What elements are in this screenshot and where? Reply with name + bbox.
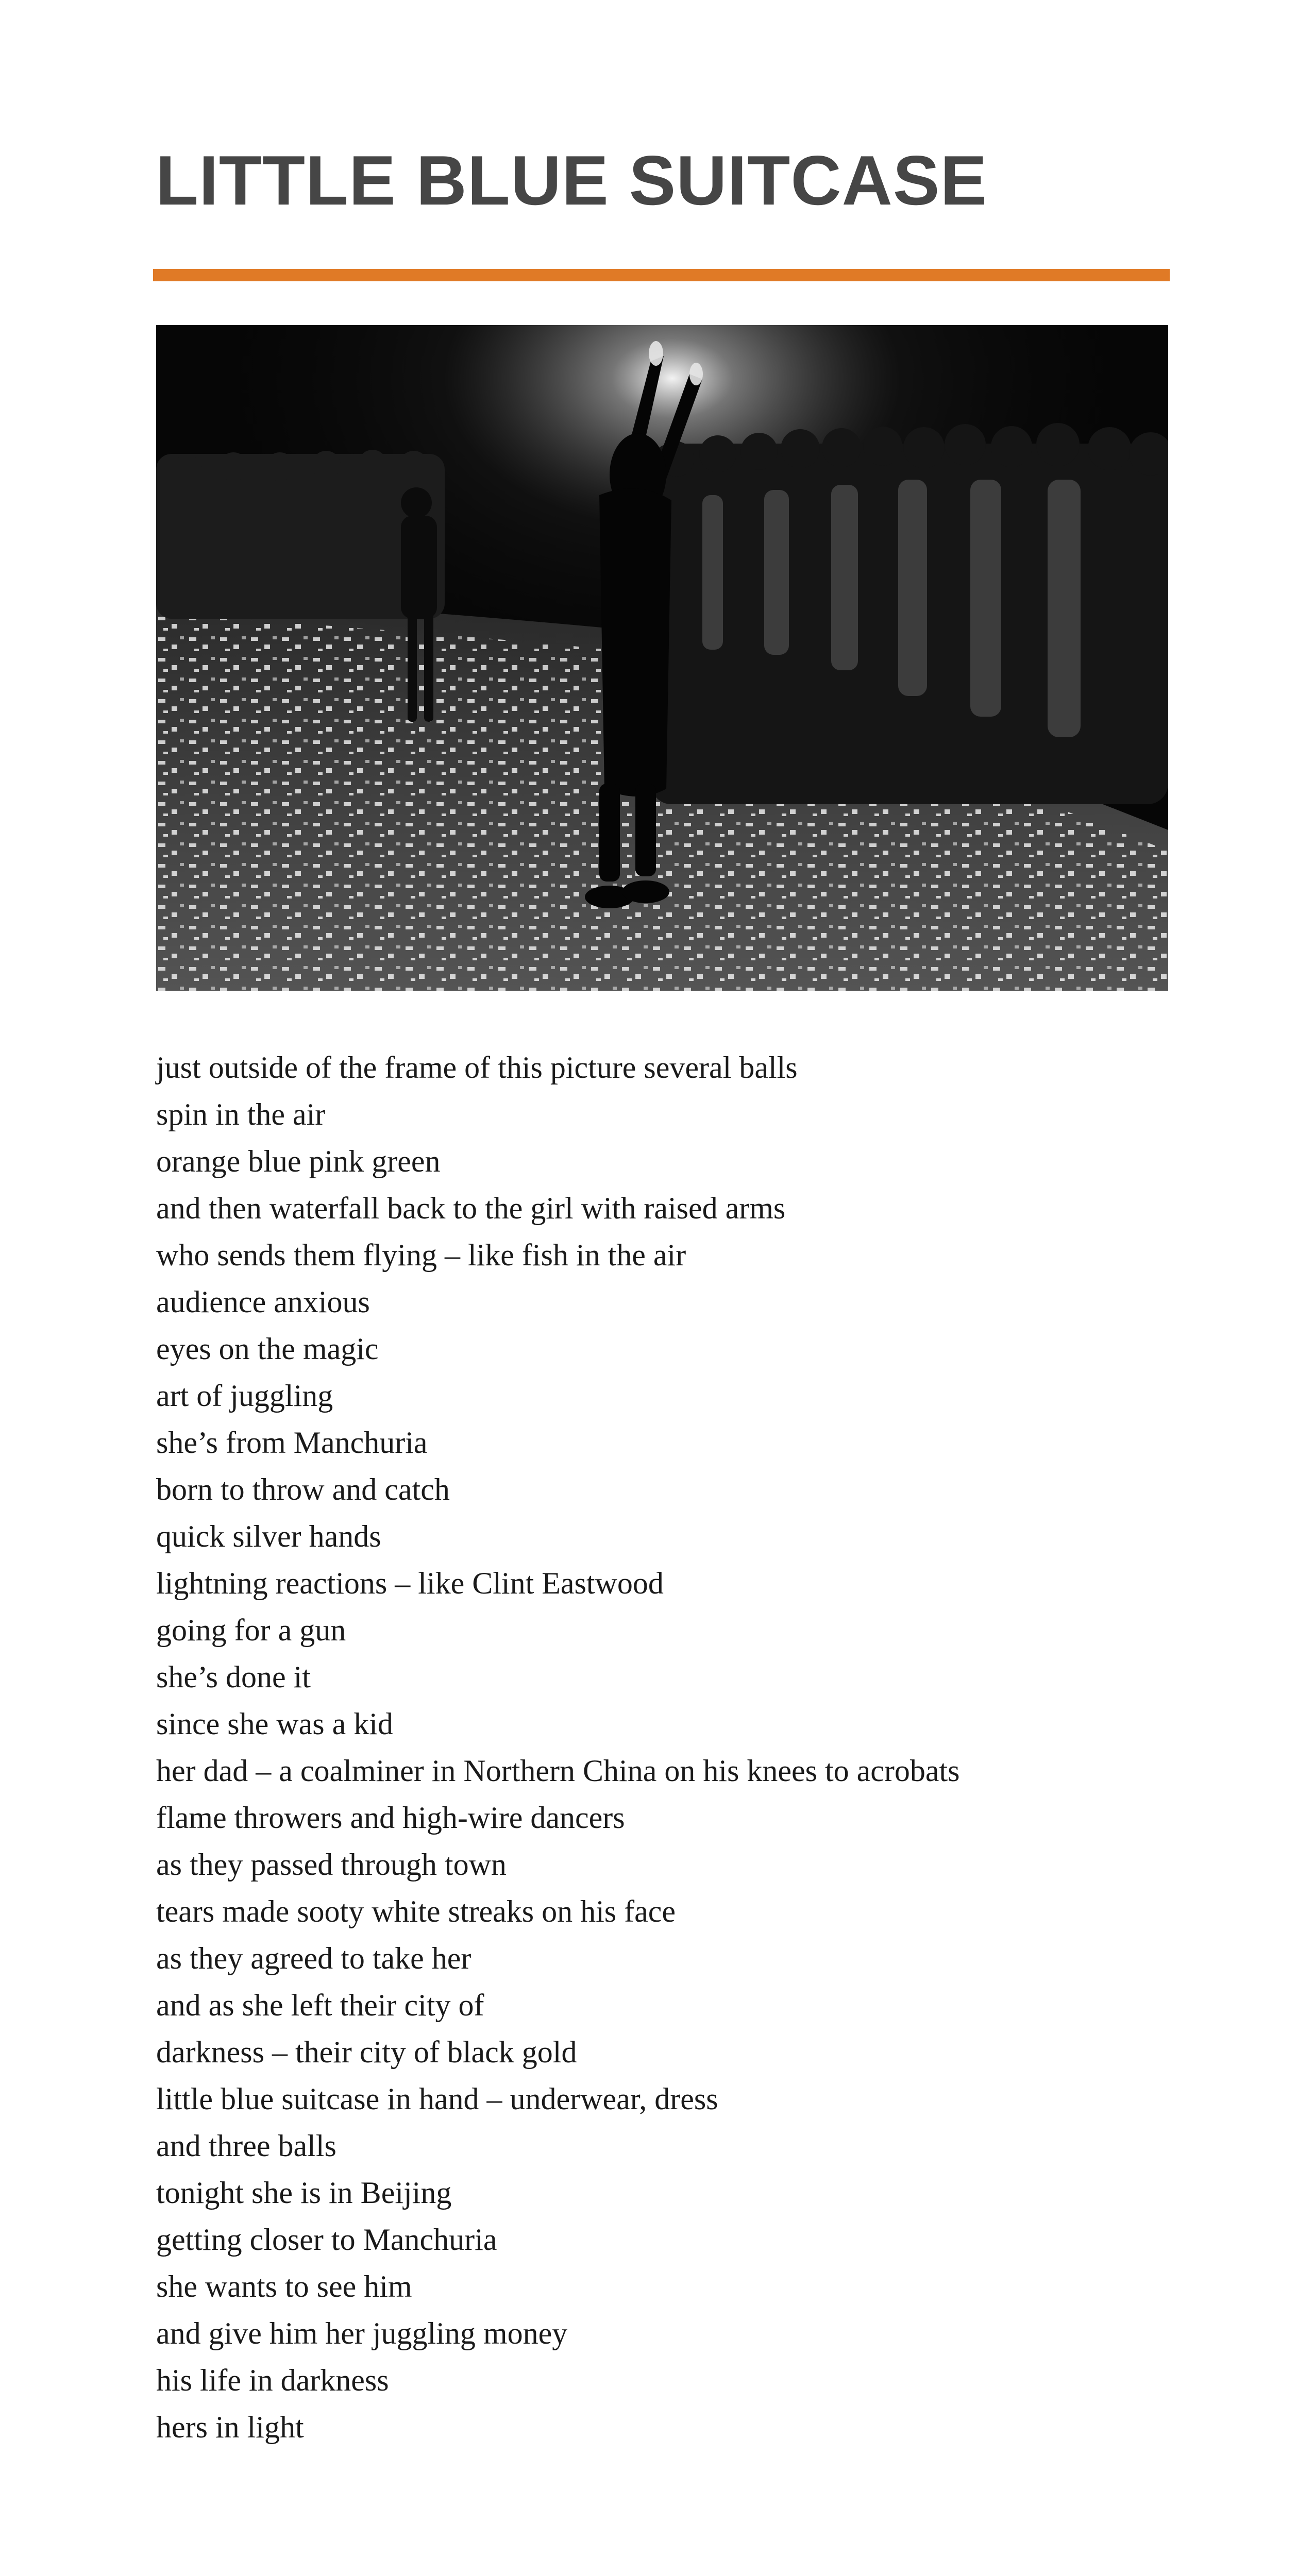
title-divider xyxy=(153,269,1170,281)
poem-line: quick silver hands xyxy=(156,1519,381,1553)
poem-line: his life in darkness xyxy=(156,2363,389,2397)
poem-line: little blue suitcase in hand – underwear, dress xyxy=(156,2082,718,2116)
poem-line: her dad – a coalminer in Northern China on his knees to acrobats xyxy=(156,1754,960,1788)
poem-line: and then waterfall back to the girl with raised arms xyxy=(156,1191,786,1225)
poem-line: audience anxious xyxy=(156,1285,370,1319)
poem-line: and give him her juggling money xyxy=(156,2316,568,2350)
poem-line: darkness – their city of black gold xyxy=(156,2035,577,2069)
poem-line: and as she left their city of xyxy=(156,1988,484,2022)
poem-line: she wants to see him xyxy=(156,2269,412,2303)
poem-line: hers in light xyxy=(156,2410,304,2444)
poem-line: just outside of the frame of this picture several balls xyxy=(156,1050,798,1084)
poem-line: as they agreed to take her xyxy=(156,1941,471,1975)
poem-line: going for a gun xyxy=(156,1613,346,1647)
poem-line: tonight she is in Beijing xyxy=(156,2176,452,2210)
poem-line: lightning reactions – like Clint Eastwood xyxy=(156,1566,664,1600)
poem-line: she’s from Manchuria xyxy=(156,1426,428,1460)
poem-line: art of juggling xyxy=(156,1379,333,1413)
poem-line: spin in the air xyxy=(156,1097,326,1131)
poem-line: she’s done it xyxy=(156,1660,311,1694)
poem-line: getting closer to Manchuria xyxy=(156,2223,497,2257)
poem-line: who sends them flying – like fish in the air xyxy=(156,1238,686,1272)
poem-line: born to throw and catch xyxy=(156,1472,450,1506)
poem-line: as they passed through town xyxy=(156,1848,507,1882)
poem-line: and three balls xyxy=(156,2129,336,2163)
poem-line: flame throwers and high-wire dancers xyxy=(156,1801,625,1835)
poem-line: tears made sooty white streaks on his face xyxy=(156,1894,676,1928)
poem-line: eyes on the magic xyxy=(156,1332,379,1366)
page-title: LITTLE BLUE SUITCASE xyxy=(156,141,988,219)
poem-line: since she was a kid xyxy=(156,1707,393,1741)
poem-text xyxy=(156,1044,1176,2451)
performance-photo xyxy=(156,325,1168,991)
poem-line: orange blue pink green xyxy=(156,1144,441,1178)
